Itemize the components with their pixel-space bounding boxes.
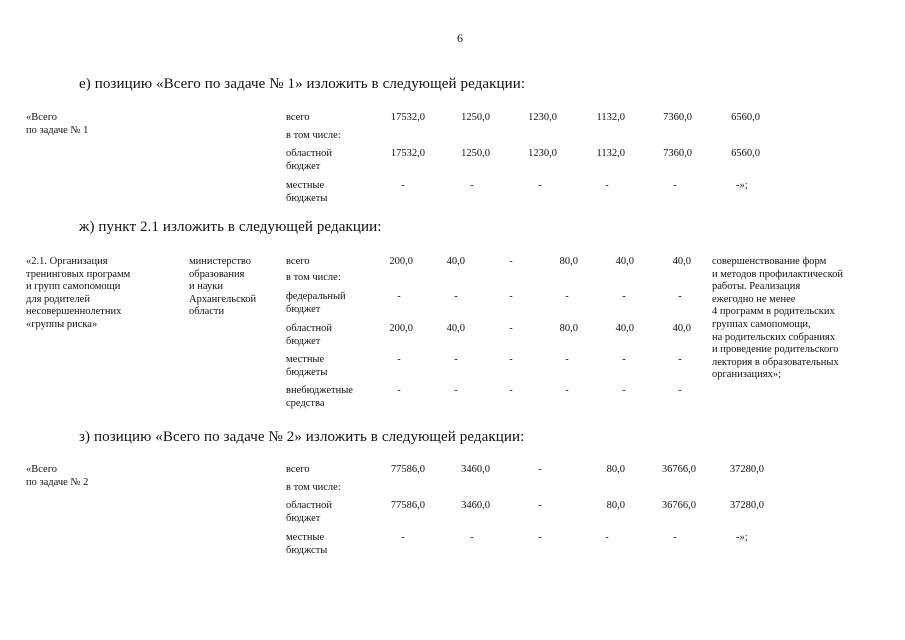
value-cell: 17532,0 bbox=[390, 112, 425, 123]
budget-type: всего bbox=[286, 256, 310, 267]
value-cell: - bbox=[509, 256, 513, 267]
value-cell: 40,0 bbox=[672, 256, 691, 267]
value-cell: - bbox=[673, 532, 677, 543]
value-cell: - bbox=[678, 385, 682, 396]
budget-type: областной бюджет bbox=[286, 500, 332, 524]
value-cell: - bbox=[538, 180, 542, 191]
value-cell: 80,0 bbox=[606, 500, 625, 511]
value-cell: 80,0 bbox=[606, 464, 625, 475]
value-cell: - bbox=[509, 291, 513, 302]
budget-type: местные бюджсты bbox=[286, 532, 328, 556]
value-cell: 1230,0 bbox=[528, 112, 557, 123]
value-cell: - bbox=[622, 291, 626, 302]
value-cell: 37280,0 bbox=[729, 464, 764, 475]
budget-type: областной бюджет bbox=[286, 323, 332, 347]
value-cell: - bbox=[509, 385, 513, 396]
value-cell: - bbox=[538, 500, 542, 511]
value-cell: - bbox=[454, 385, 458, 396]
value-cell: - bbox=[397, 291, 401, 302]
value-cell: - bbox=[470, 180, 474, 191]
budget-type: внебюджетные средства bbox=[286, 385, 353, 409]
value-cell: 1132,0 bbox=[596, 148, 625, 159]
budget-type: в том числе: bbox=[286, 482, 341, 493]
value-cell: 77586,0 bbox=[390, 464, 425, 475]
value-cell: 200,0 bbox=[389, 323, 413, 334]
value-cell: - bbox=[565, 354, 569, 365]
value-cell: - bbox=[397, 385, 401, 396]
value-cell: 77586,0 bbox=[390, 500, 425, 511]
budget-type: местные бюджеты bbox=[286, 180, 328, 204]
page-number: 6 bbox=[457, 31, 463, 45]
activity-name: «2.1. Организация тренинговых программ и групп самопомощи для родителей несовершеннолетних «группы риска» bbox=[26, 256, 131, 330]
value-cell: 3460,0 bbox=[461, 500, 490, 511]
value-cell: - bbox=[397, 354, 401, 365]
value-cell: 7360,0 bbox=[663, 148, 692, 159]
section-heading: е) позицию «Всего по задаче № 1» изложить в следующей редакции: bbox=[79, 76, 526, 92]
value-cell: 1132,0 bbox=[596, 112, 625, 123]
value-cell: - bbox=[678, 354, 682, 365]
value-cell: 17532,0 bbox=[390, 148, 425, 159]
executor: министерство образования и науки Архангельской области bbox=[189, 256, 257, 318]
value-cell: - bbox=[509, 323, 513, 334]
value-cell: 40,0 bbox=[446, 256, 465, 267]
value-cell: 37280,0 bbox=[729, 500, 764, 511]
value-cell: - bbox=[605, 180, 609, 191]
expected-result: совершенствование форм и методов профилактической работы. Реализация ежегодно не менее 4 программ в родительских группах самопомощи, на родительских собраниях и проведение родительского лектория в образовательных организациях»; bbox=[712, 256, 844, 381]
value-cell: - bbox=[565, 291, 569, 302]
value-cell: - bbox=[538, 464, 542, 475]
value-cell: 1250,0 bbox=[461, 112, 490, 123]
section-heading: з) позицию «Всего по задаче № 2» изложить в следующей редакции: bbox=[79, 429, 525, 445]
value-cell: 40,0 bbox=[672, 323, 691, 334]
value-cell: -»; bbox=[736, 532, 748, 543]
value-cell: 7360,0 bbox=[663, 112, 692, 123]
budget-type: областной бюджет bbox=[286, 148, 332, 172]
value-cell: - bbox=[605, 532, 609, 543]
budget-type: всего bbox=[286, 464, 310, 475]
value-cell: - bbox=[454, 354, 458, 365]
budget-type: федеральный бюджет bbox=[286, 291, 346, 315]
value-cell: - bbox=[401, 532, 405, 543]
value-cell: - bbox=[470, 532, 474, 543]
value-cell: - bbox=[565, 385, 569, 396]
value-cell: 36766,0 bbox=[661, 464, 696, 475]
value-cell: 1230,0 bbox=[528, 148, 557, 159]
value-cell: 80,0 bbox=[559, 323, 578, 334]
value-cell: 6560,0 bbox=[731, 112, 760, 123]
value-cell: - bbox=[509, 354, 513, 365]
value-cell: 40,0 bbox=[446, 323, 465, 334]
value-cell: - bbox=[538, 532, 542, 543]
budget-type: местные бюджеты bbox=[286, 354, 328, 378]
value-cell: 40,0 bbox=[615, 323, 634, 334]
value-cell: - bbox=[673, 180, 677, 191]
row-label: «Всего по задаче № 1 bbox=[26, 112, 89, 136]
value-cell: -»; bbox=[736, 180, 748, 191]
row-label: «Всего по задаче № 2 bbox=[26, 464, 89, 488]
value-cell: 36766,0 bbox=[661, 500, 696, 511]
value-cell: - bbox=[622, 354, 626, 365]
value-cell: 80,0 bbox=[559, 256, 578, 267]
value-cell: 3460,0 bbox=[461, 464, 490, 475]
value-cell: 6560,0 bbox=[731, 148, 760, 159]
value-cell: - bbox=[454, 291, 458, 302]
section-heading: ж) пункт 2.1 изложить в следующей редакции: bbox=[79, 219, 382, 235]
value-cell: - bbox=[401, 180, 405, 191]
value-cell: 40,0 bbox=[615, 256, 634, 267]
budget-type: всего bbox=[286, 112, 310, 123]
value-cell: 200,0 bbox=[389, 256, 413, 267]
value-cell: - bbox=[678, 291, 682, 302]
budget-type: в том числе: bbox=[286, 130, 341, 141]
value-cell: 1250,0 bbox=[461, 148, 490, 159]
budget-type: в том числе: bbox=[286, 272, 341, 283]
value-cell: - bbox=[622, 385, 626, 396]
